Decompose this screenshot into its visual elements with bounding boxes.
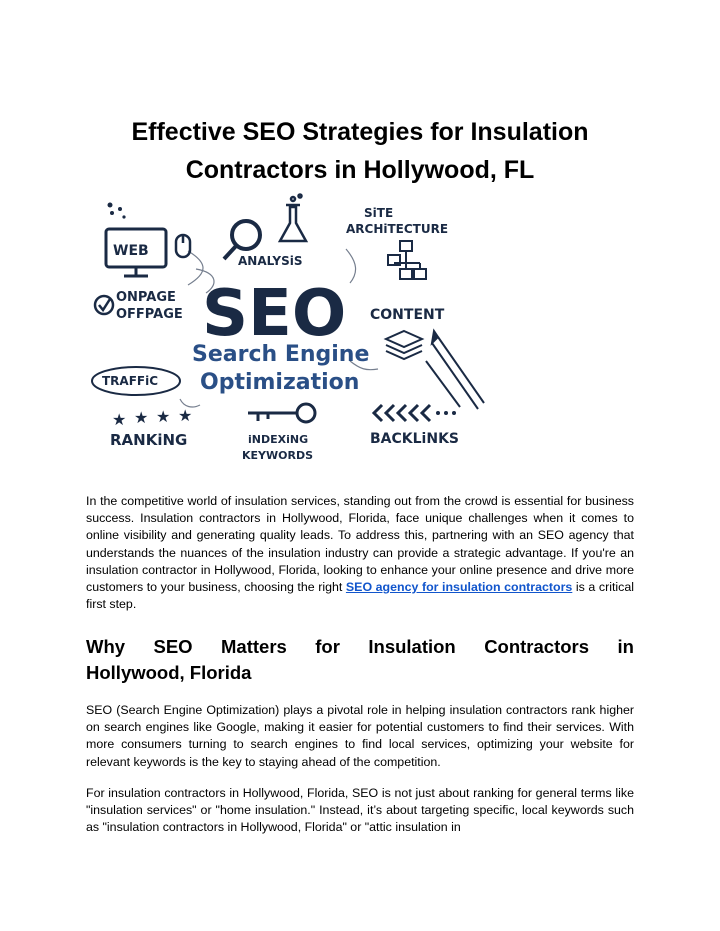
chevrons-icon <box>374 405 430 421</box>
seo-big-label: SEO <box>202 277 347 351</box>
seo-agency-link[interactable]: SEO agency for insulation contractors <box>345 580 573 595</box>
key-icon <box>248 404 315 422</box>
optimization-label: Optimization <box>200 370 360 395</box>
check-icon <box>95 296 113 314</box>
web-label: WEB <box>113 243 149 259</box>
onpage-label: ONPAGE <box>116 290 176 305</box>
svg-text:★: ★ <box>156 407 171 426</box>
pencil-icon <box>426 331 484 409</box>
svg-text:★: ★ <box>178 406 193 425</box>
search-engine-label: Search Engine <box>192 342 370 367</box>
svg-text:★: ★ <box>112 410 127 429</box>
offpage-label: OFFPAGE <box>116 307 183 322</box>
keywords-label: KEYWORDS <box>242 449 314 462</box>
site-label: SiTE <box>364 206 394 220</box>
traffic-label: TRAFFiC <box>102 374 159 388</box>
ranking-label: RANKiNG <box>110 431 188 449</box>
intro-paragraph <box>86 493 634 613</box>
stack-icon <box>386 331 422 359</box>
document-title <box>60 113 660 189</box>
flask-icon <box>280 195 306 242</box>
mouse-icon <box>176 235 190 257</box>
heading-word: SEO <box>153 636 193 657</box>
content-label: CONTENT <box>370 307 445 323</box>
stars-icon <box>112 406 192 429</box>
analysis-label: ANALYSiS <box>238 254 303 268</box>
heading-word: Insulation <box>368 636 456 657</box>
indexing-label: iNDEXiNG <box>248 433 309 446</box>
intro-text: In the competitive world of insulation services, standing out from the crowd is essential for business success. Insulation contractors in Hollywood, Florida, face unique challenges when it comes to online visibility and generating quality leads. To address this, partnering with an SEO agency that understands the nuances of the insulation industry can provide a strategic advantage. If you're an insulation contractor in Hollywood, Florida, looking to enhance your online presence and drive more customers to your business, choosing the right <box>86 494 634 595</box>
heading-line-2: Hollywood, Florida <box>86 662 252 683</box>
heading-line-1 <box>86 634 634 660</box>
backlinks-label: BACKLiNKS <box>370 431 459 447</box>
heading-word: Contractors <box>484 636 590 657</box>
section-heading <box>86 634 634 686</box>
local-keywords-paragraph: For insulation contractors in Hollywood, Florida, SEO is not just about ranking for general terms like "insulation services" or "home insulation." Instead, it’s about targeting specific, local keywords such as "insulation contractors in Hollywood, Florida" or "attic insulation in <box>86 786 634 835</box>
intro-end: is a critical first step. <box>86 580 634 612</box>
seo-illustration <box>88 193 492 473</box>
seo-paragraph: SEO (Search Engine Optimization) plays a pivotal role in helping insulation contractors rank higher on search engines like Google, making it easier for potential customers to find their services. With more consumers turning to search engines to find local services, optimizing your website for relevant keywords is the key to staying ahead of the competition. <box>86 703 634 769</box>
heading-word: Why <box>86 636 126 657</box>
heading-word: for <box>315 636 340 657</box>
heading-word: Matters <box>221 636 287 657</box>
dots-icon <box>108 203 126 219</box>
svg-text:★: ★ <box>134 408 149 427</box>
title-line-2: Contractors in Hollywood, FL <box>185 156 535 184</box>
heading-word: in <box>617 636 634 657</box>
sitemap-icon <box>388 241 426 279</box>
architecture-label: ARCHiTECTURE <box>346 222 449 236</box>
title-line-1: Effective SEO Strategies for Insulation <box>131 118 589 146</box>
